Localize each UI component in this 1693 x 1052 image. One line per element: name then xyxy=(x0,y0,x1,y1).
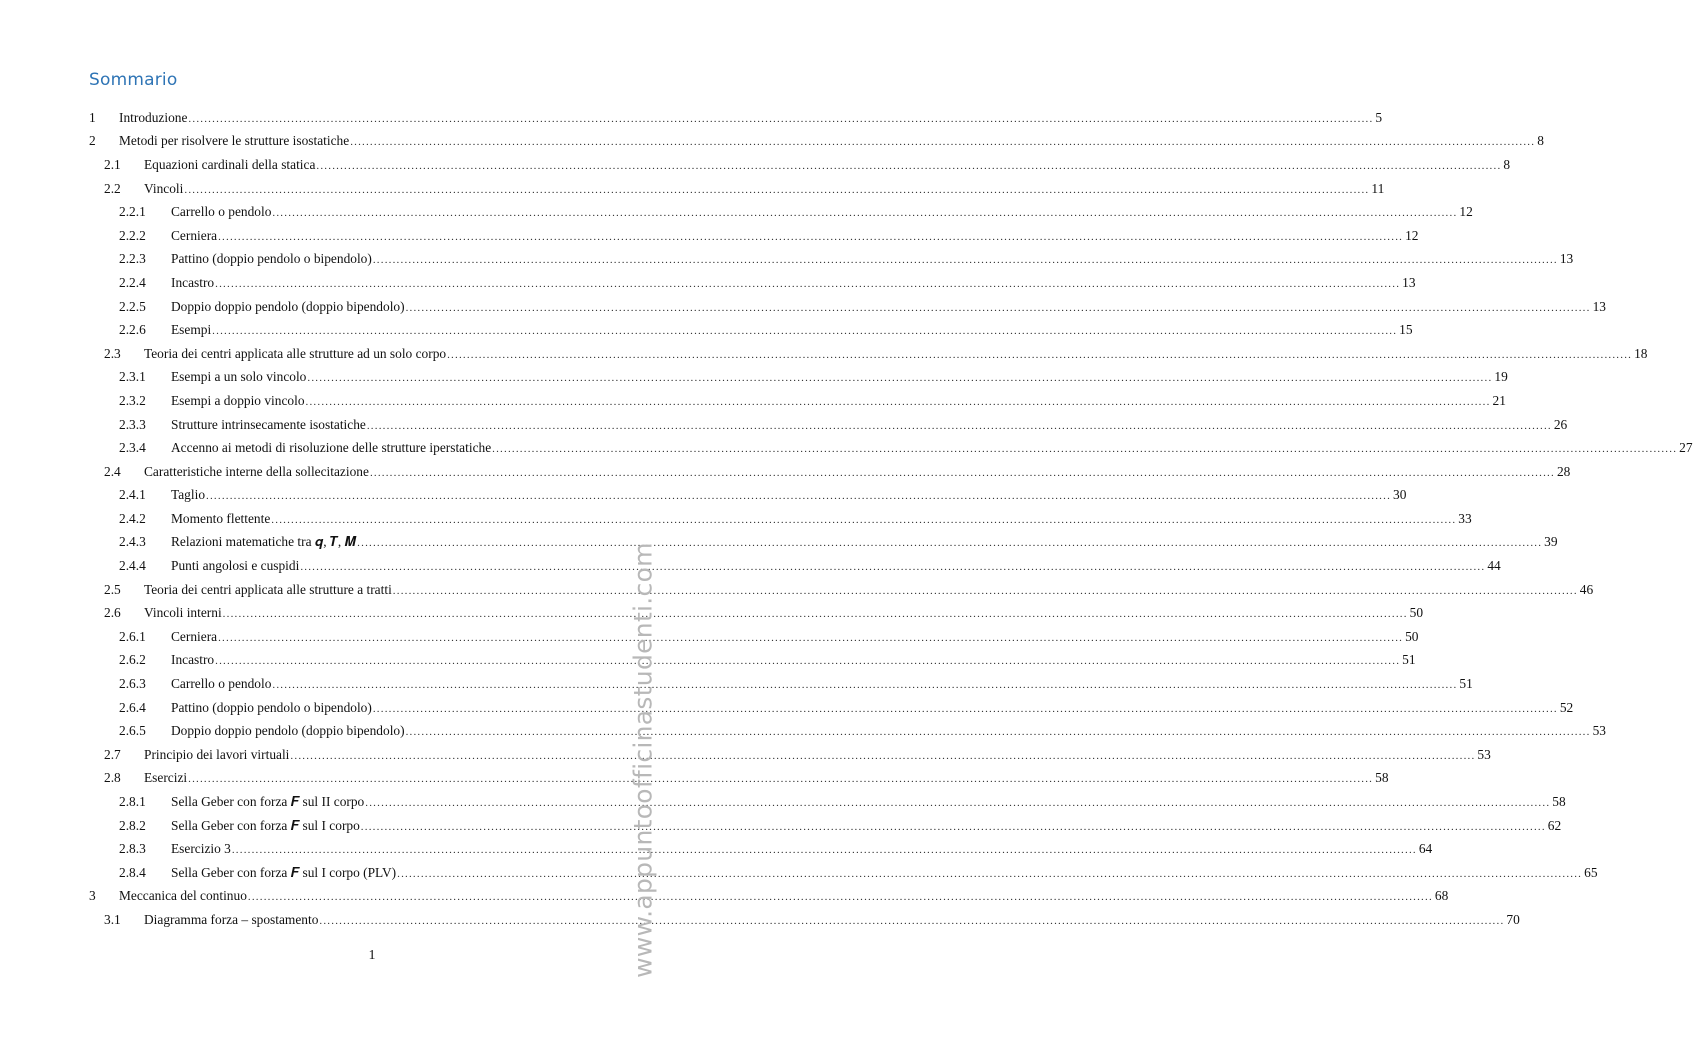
toc-entry[interactable] xyxy=(89,177,1385,201)
toc-entry-number: 2.3.3 xyxy=(119,416,146,432)
page-number: 1 xyxy=(368,948,376,963)
toc-entry-number: 2.6 xyxy=(104,605,121,621)
toc-entry-page: 51 xyxy=(1402,652,1416,668)
dot-leader: ............................................................................................................................................................................................................................................................................................................ xyxy=(290,749,1476,762)
toc-entry-page: 12 xyxy=(1405,227,1419,243)
toc-entry-title: Vincoli xyxy=(144,180,184,196)
toc-entry-title: Equazioni cardinali della statica xyxy=(144,156,316,172)
toc-entry-page: 68 xyxy=(1434,888,1449,904)
toc-entry[interactable] xyxy=(89,342,1648,366)
toc-entry-title: Sella Geber con forza 𝑭 sul I corpo xyxy=(171,817,360,833)
toc-entry[interactable] xyxy=(89,531,1558,555)
toc-entry-number: 2.6.5 xyxy=(119,723,146,739)
toc-entry[interactable] xyxy=(89,601,1424,625)
toc-entry-page: 5 xyxy=(1375,109,1383,125)
dot-leader: ............................................................................................................................................................................................................................................................................................................ xyxy=(360,820,1546,833)
toc-entry-page: 8 xyxy=(1537,133,1544,149)
toc-entry-number: 2.2.1 xyxy=(119,204,146,220)
toc-entry-page: 53 xyxy=(1592,723,1606,739)
toc-entry-number: 2.2.6 xyxy=(119,322,146,338)
toc-entry-page: 18 xyxy=(1634,345,1648,361)
dot-leader: ............................................................................................................................................................................................................................................................................................................ xyxy=(307,372,1493,385)
toc-entry-number: 2.3.4 xyxy=(119,440,146,456)
toc-entry-number: 3 xyxy=(89,888,96,904)
toc-entry-title: Cerniera xyxy=(171,628,218,644)
toc-entry[interactable] xyxy=(89,672,1473,696)
toc-entry-number: 2.4.3 xyxy=(119,534,146,550)
toc-entry-number: 2 xyxy=(89,133,96,149)
toc-entry-number: 2.6.2 xyxy=(119,652,146,668)
dot-leader: ............................................................................................................................................................................................................................................................................................................ xyxy=(271,513,1457,526)
toc-entry-page: 33 xyxy=(1458,510,1472,526)
toc-entry-title: Esempi a doppio vincolo xyxy=(171,392,305,408)
toc-entry-number: 2.7 xyxy=(104,746,121,762)
toc-entry-page: 26 xyxy=(1553,416,1568,432)
toc-entry[interactable] xyxy=(89,200,1473,224)
toc-entry-title: Accenno ai metodi di risoluzione delle strutture iperstatiche xyxy=(171,440,492,456)
toc-entry-number: 3.1 xyxy=(104,911,121,927)
toc-entry-number: 2.1 xyxy=(104,156,121,172)
toc-entry-number: 2.2.5 xyxy=(119,298,146,314)
toc-entry-page: 65 xyxy=(1584,864,1598,880)
dot-leader: ............................................................................................................................................................................................................................................................................................................ xyxy=(188,112,1374,125)
toc-entry[interactable] xyxy=(89,224,1419,248)
toc-entry-page: 12 xyxy=(1459,204,1473,220)
toc-entry-number: 2.4.1 xyxy=(119,487,146,503)
table-of-contents xyxy=(89,106,1693,932)
dot-leader: ............................................................................................................................................................................................................................................................................................................ xyxy=(218,631,1404,644)
toc-entry-page: 21 xyxy=(1492,392,1506,408)
toc-entry-page: 30 xyxy=(1393,487,1407,503)
toc-entry-page: 52 xyxy=(1559,699,1574,715)
toc-entry-title: Sella Geber con forza 𝑭 sul II corpo xyxy=(171,794,365,810)
toc-entry-number: 2.4 xyxy=(104,463,121,479)
toc-entry-number: 2.8.2 xyxy=(119,817,146,833)
toc-entry[interactable] xyxy=(89,649,1416,673)
toc-entry[interactable] xyxy=(89,861,1598,885)
toc-entry-title: Meccanica del continuo xyxy=(119,888,247,904)
toc-entry-page: 11 xyxy=(1371,180,1385,196)
toc-entry-page: 46 xyxy=(1579,581,1594,597)
dot-leader: ............................................................................................................................................................................................................................................................................................................ xyxy=(247,891,1433,904)
dot-leader: ............................................................................................................................................................................................................................................................................................................ xyxy=(357,537,1543,550)
toc-entry[interactable] xyxy=(89,436,1693,460)
toc-entry-page: 8 xyxy=(1503,156,1511,172)
dot-leader: ............................................................................................................................................................................................................................................................................................................ xyxy=(300,561,1486,574)
toc-entry-title: Vincoli interni xyxy=(144,605,222,621)
dot-leader: ............................................................................................................................................................................................................................................................................................................ xyxy=(319,914,1505,927)
toc-entry-title: Punti angolosi e cuspidi xyxy=(171,558,300,574)
dot-leader: ............................................................................................................................................................................................................................................................................................................ xyxy=(272,207,1458,220)
toc-entry-title: Doppio doppio pendolo (doppio bipendolo) xyxy=(171,723,405,739)
toc-entry[interactable] xyxy=(89,366,1508,390)
toc-entry-page: 27 xyxy=(1679,440,1693,456)
toc-entry-title: Doppio doppio pendolo (doppio bipendolo) xyxy=(171,298,405,314)
toc-entry-page: 58 xyxy=(1552,794,1566,810)
toc-entry-page: 64 xyxy=(1418,841,1433,857)
toc-entry-number: 2.2.2 xyxy=(119,227,146,243)
toc-entry-page: 39 xyxy=(1544,534,1558,550)
toc-entry-number: 2.5 xyxy=(104,581,121,597)
toc-entry-title: Esercizio 3 xyxy=(171,841,231,857)
toc-entry[interactable] xyxy=(89,271,1416,295)
dot-leader: ............................................................................................................................................................................................................................................................................................................ xyxy=(350,136,1536,149)
toc-entry[interactable] xyxy=(89,295,1606,319)
toc-entry-number: 2.6.4 xyxy=(119,699,146,715)
toc-entry[interactable] xyxy=(89,743,1491,767)
toc-entry-title: Strutture intrinsecamente isostatiche xyxy=(171,416,366,432)
toc-entry[interactable] xyxy=(89,507,1472,531)
toc-entry[interactable] xyxy=(89,578,1594,602)
toc-entry-number: 2.4.2 xyxy=(119,510,146,526)
toc-entry-number: 2.6.1 xyxy=(119,628,146,644)
toc-entry-number: 2.6.3 xyxy=(119,676,146,692)
toc-entry-number: 2.3 xyxy=(104,345,121,361)
watermark-text: www.appuntoofficinastudenti.com xyxy=(628,542,658,978)
toc-entry-title: Pattino (doppio pendolo o bipendolo) xyxy=(171,251,372,267)
dot-leader: ............................................................................................................................................................................................................................................................................................................ xyxy=(305,395,1491,408)
dot-leader: ............................................................................................................................................................................................................................................................................................................ xyxy=(184,183,1370,196)
toc-entry-number: 2.8.3 xyxy=(119,841,146,857)
toc-entry-title: Esempi xyxy=(171,322,212,338)
toc-entry[interactable] xyxy=(89,885,1449,909)
toc-entry-number: 1 xyxy=(89,109,96,125)
toc-entry-page: 62 xyxy=(1547,817,1562,833)
toc-entry-page: 51 xyxy=(1459,676,1473,692)
dot-leader: ............................................................................................................................................................................................................................................................................................................ xyxy=(392,584,1578,597)
toc-entry[interactable] xyxy=(89,413,1568,437)
dot-leader: ............................................................................................................................................................................................................................................................................................................ xyxy=(397,867,1583,880)
toc-entry-title: Carrello o pendolo xyxy=(171,204,272,220)
toc-entry-page: 28 xyxy=(1556,463,1571,479)
toc-entry-title: Carrello o pendolo xyxy=(171,676,272,692)
dot-leader: ............................................................................................................................................................................................................................................................................................................ xyxy=(372,254,1558,267)
toc-entry-number: 2.2.4 xyxy=(119,274,146,290)
toc-entry-title: Esempi a un solo vincolo xyxy=(171,369,307,385)
dot-leader: ............................................................................................................................................................................................................................................................................................................ xyxy=(365,797,1551,810)
toc-entry-page: 53 xyxy=(1477,746,1491,762)
toc-entry[interactable] xyxy=(89,837,1433,861)
toc-entry-title: Caratteristiche interne della sollecitazione xyxy=(144,463,369,479)
toc-entry-page: 50 xyxy=(1409,605,1424,621)
dot-leader: ............................................................................................................................................................................................................................................................................................................ xyxy=(405,726,1591,739)
toc-entry-number: 2.3.2 xyxy=(119,392,146,408)
dot-leader: ............................................................................................................................................................................................................................................................................................................ xyxy=(215,655,1401,668)
toc-entry-title: Principio dei lavori virtuali xyxy=(144,746,290,762)
watermark xyxy=(628,542,658,978)
toc-entry-title: Pattino (doppio pendolo o bipendolo) xyxy=(171,699,372,715)
toc-entry-page: 50 xyxy=(1405,628,1419,644)
toc-entry-title: Esercizi xyxy=(144,770,188,786)
dot-leader: ............................................................................................................................................................................................................................................................................................................ xyxy=(447,348,1633,361)
toc-entry[interactable] xyxy=(89,106,1383,130)
toc-entry-title: Incastro xyxy=(171,274,215,290)
toc-entry[interactable] xyxy=(89,767,1389,791)
toc-entry[interactable] xyxy=(89,460,1571,484)
toc-entry-page: 70 xyxy=(1506,911,1520,927)
toc-entry-title: Incastro xyxy=(171,652,215,668)
dot-leader: ............................................................................................................................................................................................................................................................................................................ xyxy=(188,773,1374,786)
dot-leader: ............................................................................................................................................................................................................................................................................................................ xyxy=(492,443,1678,456)
toc-entry-number: 2.2 xyxy=(104,180,121,196)
toc-entry-number: 2.8 xyxy=(104,770,121,786)
toc-entry-number: 2.8.1 xyxy=(119,794,146,810)
dot-leader: ............................................................................................................................................................................................................................................................................................................ xyxy=(222,608,1408,621)
toc-entry-title: Cerniera xyxy=(171,227,218,243)
toc-entry[interactable] xyxy=(89,389,1506,413)
toc-entry-title: Momento flettente xyxy=(171,510,271,526)
toc-entry-page: 15 xyxy=(1399,322,1413,338)
toc-entry[interactable] xyxy=(89,814,1562,838)
toc-entry-title: Diagramma forza – spostamento xyxy=(144,911,319,927)
toc-entry[interactable] xyxy=(89,908,1520,932)
toc-entry-number: 2.4.4 xyxy=(119,558,146,574)
dot-leader: ............................................................................................................................................................................................................................................................................................................ xyxy=(272,679,1458,692)
toc-entry[interactable] xyxy=(89,153,1511,177)
toc-entry-title: Teoria dei centri applicata alle strutture ad un solo corpo xyxy=(144,345,447,361)
toc-entry-page: 19 xyxy=(1494,369,1508,385)
dot-leader: ............................................................................................................................................................................................................................................................................................................ xyxy=(372,702,1558,715)
toc-entry-page: 13 xyxy=(1592,298,1606,314)
toc-entry[interactable] xyxy=(89,248,1574,272)
toc-entry-page: 58 xyxy=(1375,770,1389,786)
dot-leader: ............................................................................................................................................................................................................................................................................................................ xyxy=(212,325,1398,338)
toc-entry-title: Teoria dei centri applicata alle strutture a tratti xyxy=(144,581,392,597)
dot-leader: ............................................................................................................................................................................................................................................................................................................ xyxy=(366,419,1552,432)
toc-entry[interactable] xyxy=(89,790,1566,814)
toc-entry-page: 13 xyxy=(1402,274,1416,290)
toc-heading: Sommario xyxy=(89,70,178,90)
toc-entry[interactable] xyxy=(89,554,1501,578)
toc-entry[interactable] xyxy=(89,625,1419,649)
toc-entry-number: 2.8.4 xyxy=(119,864,146,880)
toc-entry-page: 13 xyxy=(1559,251,1574,267)
toc-entry-title: Taglio xyxy=(171,487,206,503)
toc-entry-title: Relazioni matematiche tra 𝒒, 𝑻, 𝑴 xyxy=(171,534,357,550)
dot-leader: ............................................................................................................................................................................................................................................................................................................ xyxy=(206,490,1392,503)
toc-entry-number: 2.2.3 xyxy=(119,251,146,267)
dot-leader: ............................................................................................................................................................................................................................................................................................................ xyxy=(405,301,1591,314)
dot-leader: ............................................................................................................................................................................................................................................................................................................ xyxy=(215,277,1401,290)
toc-entry-title: Sella Geber con forza 𝑭 sul I corpo (PLV) xyxy=(171,864,397,880)
toc-entry[interactable] xyxy=(89,719,1606,743)
dot-leader: ............................................................................................................................................................................................................................................................................................................ xyxy=(369,466,1555,479)
toc-entry[interactable] xyxy=(89,130,1544,154)
toc-entry[interactable] xyxy=(89,696,1574,720)
dot-leader: ............................................................................................................................................................................................................................................................................................................ xyxy=(231,844,1417,857)
toc-entry-page: 44 xyxy=(1487,558,1501,574)
dot-leader: ............................................................................................................................................................................................................................................................................................................ xyxy=(316,159,1502,172)
toc-entry-title: Introduzione xyxy=(119,109,188,125)
toc-entry-number: 2.3.1 xyxy=(119,369,146,385)
toc-entry[interactable] xyxy=(89,318,1413,342)
toc-entry[interactable] xyxy=(89,484,1407,508)
dot-leader: ............................................................................................................................................................................................................................................................................................................ xyxy=(218,230,1404,243)
toc-entry-title: Metodi per risolvere le strutture isostatiche xyxy=(119,133,350,149)
